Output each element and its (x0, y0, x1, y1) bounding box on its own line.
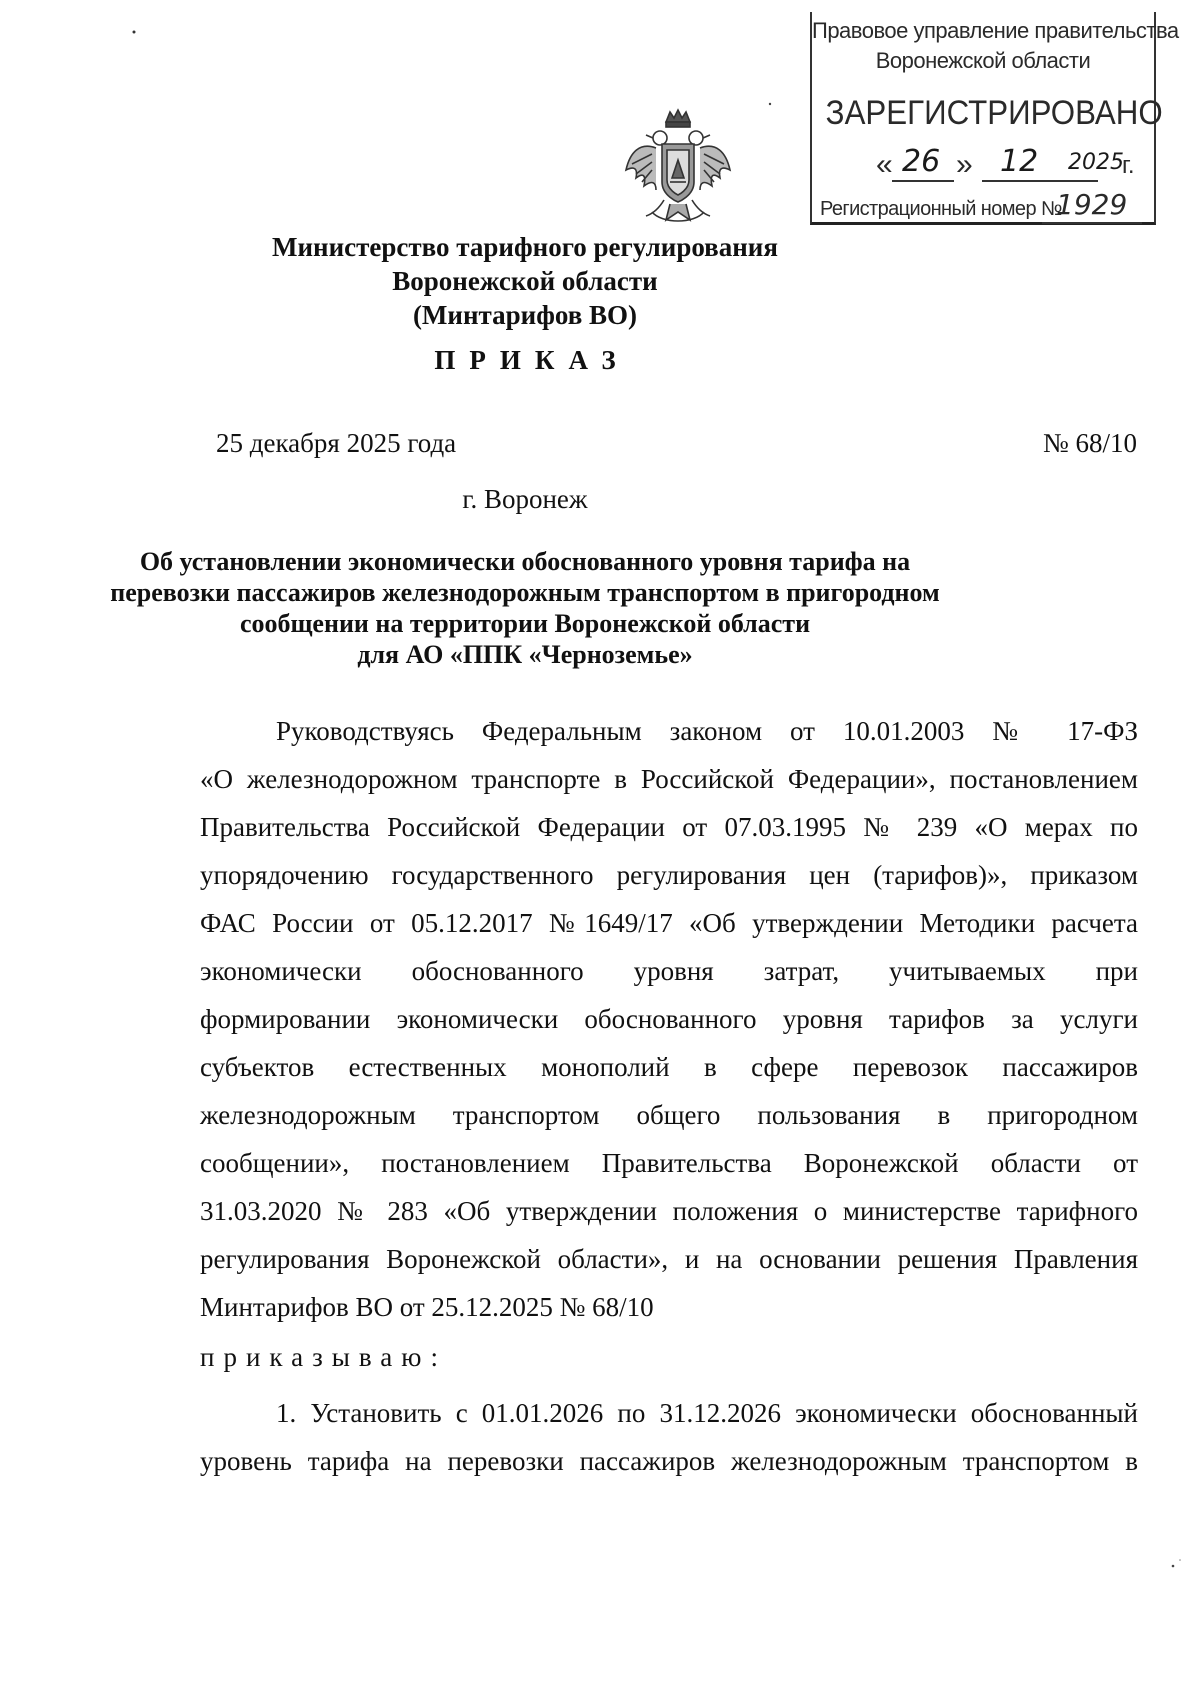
preamble-line: регулирования Воронежской области», и на основании решения Правления (200, 1244, 1138, 1274)
preamble-line: субъектов естественных монополий в сфере перевозок пассажиров (200, 1052, 1138, 1082)
stamp-date-open-quote: « (876, 148, 893, 181)
preamble-line: сообщении», постановлением Правительства Воронежской области от (200, 1148, 1138, 1178)
stamp-org-line2: Воронежской области (875, 48, 1091, 73)
preamble-line: ФАС России от 05.12.2017 №1649/17 «Об утверждении Методики расчета (200, 908, 1138, 938)
stamp-reg-number-label: Регистрационный номер № (820, 198, 1062, 220)
ministry-short-name: (Минтарифов ВО) (412, 300, 638, 330)
ministry-name-line1: Министерство тарифного регулирования (272, 232, 778, 262)
preamble-line: Правительства Российской Федерации от 07.03.1995 № 239 «О мерах по (200, 812, 1138, 842)
document-type-title: ПРИКАЗ (434, 345, 630, 375)
subject-line: сообщении на территории Воронежской области (239, 609, 811, 638)
subject-line: для АО «ППК «Черноземье» (357, 640, 693, 669)
order-word: приказываю: (200, 1342, 447, 1372)
stamp-date-year: 2025 (1068, 150, 1124, 175)
subject-line: Об установлении экономически обоснованного уровня тарифа на (139, 547, 911, 576)
subject-line: перевозки пассажиров железнодорожным транспортом в пригородном (110, 578, 940, 607)
preamble-line: 31.03.2020 № 283 «Об утверждении положения о министерстве тарифного (200, 1196, 1138, 1226)
stamp-date-month: 12 (1000, 144, 1039, 179)
preamble-line: железнодорожным транспортом общего пользования в пригородном (200, 1100, 1138, 1130)
document-city: г. Воронеж (462, 484, 588, 514)
stamp-org-line1: Правовое управление правительства (812, 18, 1179, 43)
preamble-line: Минтарифов ВО от 25.12.2025 № 68/10 (200, 1292, 654, 1322)
document-number: № 68/10 (1042, 428, 1137, 458)
stamp-date-day: 26 (902, 144, 941, 179)
stamp-date-year-suffix: г. (1122, 152, 1135, 179)
stamp-date-close-quote: » (956, 148, 973, 181)
stamp-status: ЗАРЕГИСТРИРОВАНО (825, 94, 1163, 132)
preamble-line: формировании экономически обоснованного уровня тарифов за услуги (200, 1004, 1138, 1034)
item-line: уровень тарифа на перевозки пассажиров железнодорожным транспортом в (200, 1446, 1138, 1476)
preamble-line: Руководствуясь Федеральным законом от 10.01.2003 № 17-ФЗ (276, 716, 1138, 746)
preamble-line: «О железнодорожном транспорте в Российской Федерации», постановлением (200, 764, 1138, 794)
stamp-reg-number-value: 1929 (1056, 188, 1128, 221)
item-line: 1. Установить с 01.01.2026 по 31.12.2026 экономически обоснованный (276, 1398, 1138, 1428)
preamble-line: экономически обоснованного уровня затрат, учитываемых при (200, 956, 1138, 986)
document-date: 25 декабря 2025 года (216, 428, 457, 458)
ministry-name-line2: Воронежской области (392, 266, 658, 296)
preamble-line: упорядочению государственного регулирования цен (тарифов)», приказом (200, 860, 1138, 890)
